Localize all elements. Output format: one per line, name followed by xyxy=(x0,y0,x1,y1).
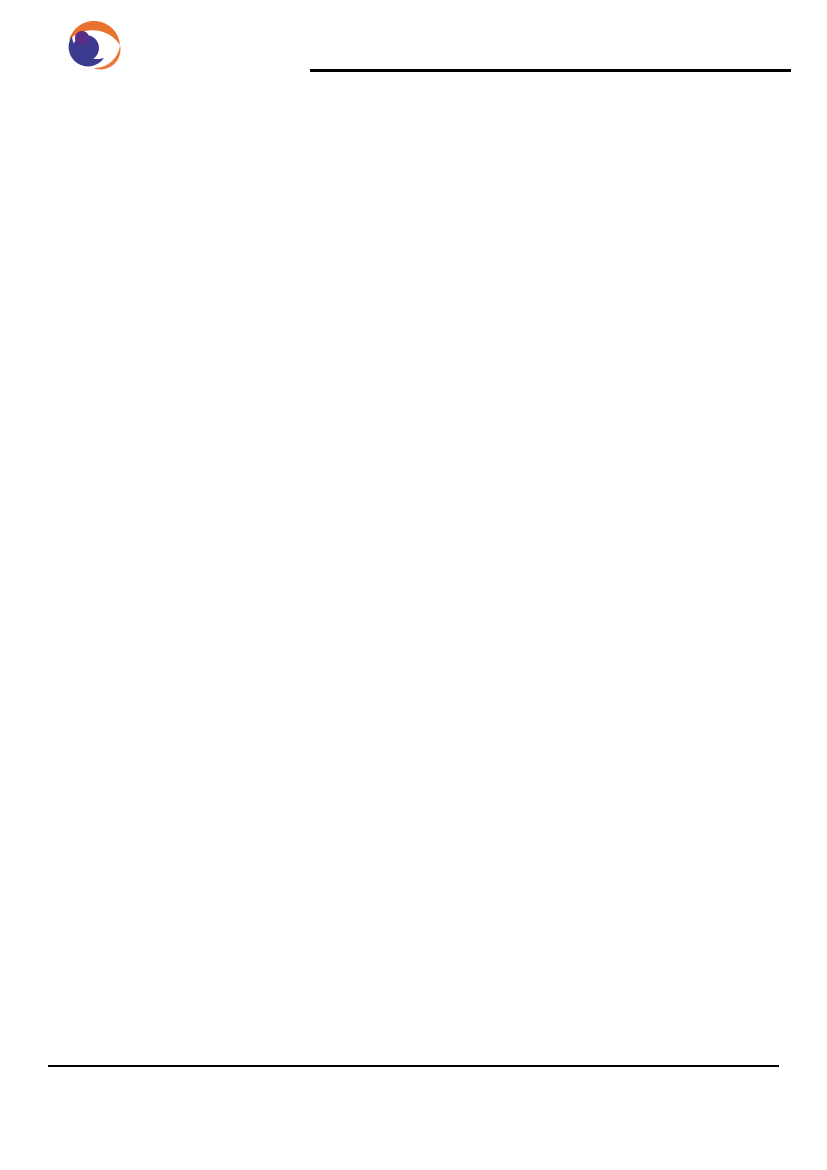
fig7-energy-loss-chart xyxy=(53,574,403,912)
header-rule xyxy=(310,69,791,72)
brand-swirl-icon xyxy=(63,18,123,72)
brand-logo xyxy=(63,14,223,92)
figure-7-caption xyxy=(68,931,418,942)
fig8-switching-time-chart xyxy=(407,574,757,912)
footer-rule xyxy=(48,1065,779,1067)
fig5-output-characteristics-chart xyxy=(53,128,403,466)
figure-8-caption xyxy=(427,931,787,942)
figure-5-caption xyxy=(68,481,413,492)
swirl-purple-accent xyxy=(75,31,89,45)
fig6-transfer-characteristics-chart xyxy=(407,128,757,466)
